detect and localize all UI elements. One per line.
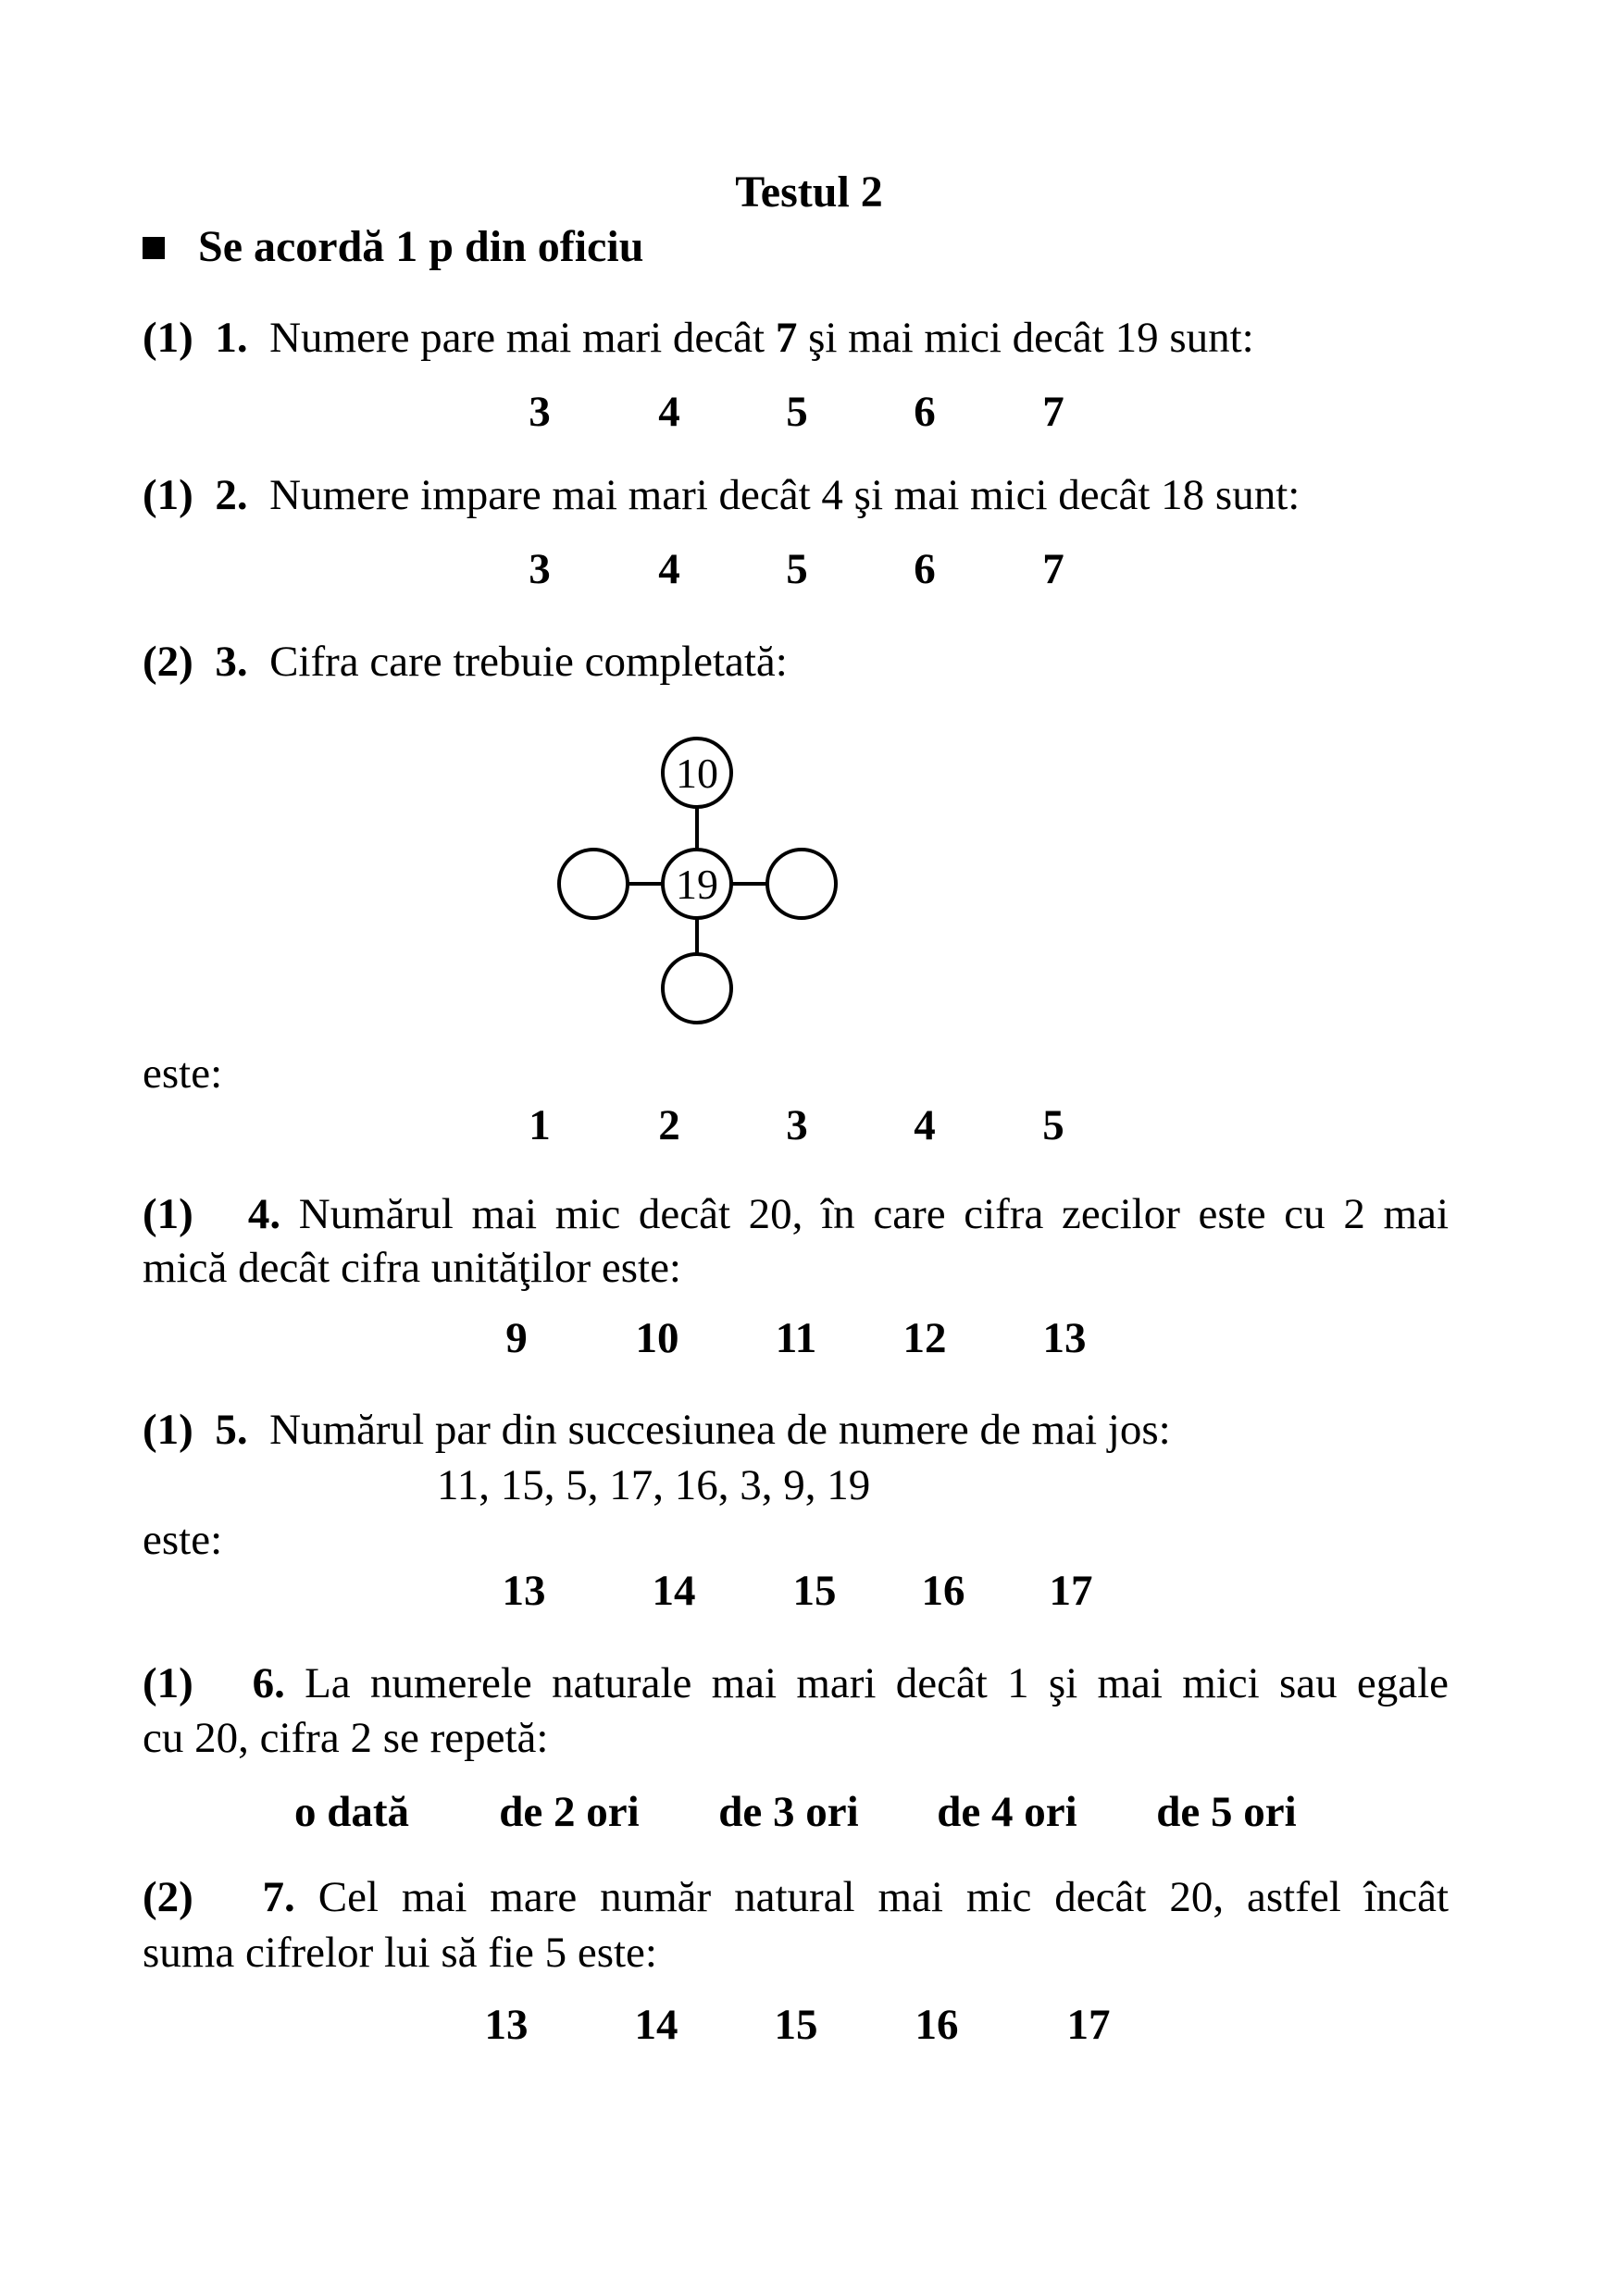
question-number: 7. xyxy=(262,1873,295,1921)
question-text: Numărul mai mic decât 20, în care cifra zecilor este cu 2 mai xyxy=(298,1190,1450,1238)
number-sequence: 11, 15, 5, 17, 16, 3, 9, 19 xyxy=(437,1461,871,1509)
option: 5 xyxy=(1042,1101,1064,1149)
bonus-text: Se acordă 1 p din oficiu xyxy=(198,222,644,271)
points: (1) xyxy=(143,1190,193,1238)
option: 3 xyxy=(529,388,551,436)
question-7-line2: suma cifrelor lui să fie 5 este: xyxy=(143,1929,657,1977)
question-text: La numerele naturale mai mari decât 1 şi mai mici sau egale xyxy=(305,1659,1450,1707)
question-5 xyxy=(143,1404,1171,1456)
option: 15 xyxy=(774,2001,818,2049)
option: 11 xyxy=(775,1314,817,1362)
circle-right xyxy=(767,850,836,918)
option: 17 xyxy=(1066,2001,1111,2049)
question-number: 6. xyxy=(252,1659,285,1707)
option: 4 xyxy=(914,1101,936,1149)
question-number: 3. xyxy=(215,638,248,686)
circle-top xyxy=(663,738,731,807)
question-value: 7 xyxy=(775,314,798,362)
points: (1) xyxy=(143,1659,193,1707)
question-7 xyxy=(143,1871,1449,1923)
option: 10 xyxy=(635,1314,679,1362)
option: 5 xyxy=(786,388,808,436)
points: (1) xyxy=(143,471,193,519)
circle-center-value: 19 xyxy=(676,861,718,908)
option: 14 xyxy=(634,2001,678,2049)
question-3 xyxy=(143,636,788,688)
option: 16 xyxy=(915,2001,959,2049)
option: 15 xyxy=(792,1567,837,1615)
option: 9 xyxy=(505,1314,528,1362)
option: de 5 ori xyxy=(1156,1788,1297,1836)
question-6 xyxy=(143,1657,1449,1709)
question-number: 1. xyxy=(215,314,248,362)
question-text: şi mai mici decât 19 sunt: xyxy=(797,314,1254,362)
question-4-line2: mică decât cifra unităţilor este: xyxy=(143,1244,681,1292)
question-2 xyxy=(143,469,1300,521)
option: o dată xyxy=(293,1788,410,1836)
question-number: 5. xyxy=(215,1406,248,1454)
question-number: 4. xyxy=(247,1190,281,1238)
option: 6 xyxy=(914,545,936,593)
option: de 4 ori xyxy=(937,1788,1077,1836)
circle-left xyxy=(559,850,628,918)
circle-center xyxy=(663,850,731,918)
question-3-after: este: xyxy=(143,1049,223,1098)
circle-top-value: 10 xyxy=(676,750,718,797)
option: 16 xyxy=(921,1567,965,1615)
circle-bottom xyxy=(663,954,731,1023)
option: 7 xyxy=(1042,545,1064,593)
option: 14 xyxy=(652,1567,696,1615)
square-bullet-icon xyxy=(143,237,165,259)
question-6-line2: cu 20, cifra 2 se repetă: xyxy=(143,1714,549,1762)
option: 4 xyxy=(658,545,680,593)
option: de 3 ori xyxy=(718,1788,859,1836)
option: 17 xyxy=(1049,1567,1093,1615)
points: (2) xyxy=(143,1873,193,1921)
question-5-after: este: xyxy=(143,1516,223,1564)
option: 13 xyxy=(484,2001,529,2049)
option: 2 xyxy=(658,1101,680,1149)
option: 12 xyxy=(902,1314,947,1362)
option: 3 xyxy=(529,545,551,593)
question-text: Numere pare mai mari decât xyxy=(269,314,776,362)
option: 1 xyxy=(529,1101,551,1149)
option: 4 xyxy=(658,388,680,436)
question-text: Numere impare mai mari decât 4 şi mai mici decât 18 sunt: xyxy=(269,471,1301,519)
option: 13 xyxy=(1042,1314,1087,1362)
option: 5 xyxy=(786,545,808,593)
question-text: Cel mai mare număr natural mai mic decât 20, astfel încât xyxy=(317,1873,1450,1921)
page-title: Testul 2 xyxy=(735,168,883,217)
option: 6 xyxy=(914,388,936,436)
option: de 2 ori xyxy=(499,1788,640,1836)
option: 3 xyxy=(786,1101,808,1149)
bonus-line xyxy=(143,221,643,273)
question-4 xyxy=(143,1188,1449,1240)
question-1 xyxy=(143,312,1254,364)
question-text: Numărul par din succesiunea de numere de mai jos: xyxy=(269,1406,1171,1454)
question-number: 2. xyxy=(215,471,248,519)
question-text: Cifra care trebuie completată: xyxy=(269,638,788,686)
option: 13 xyxy=(502,1567,546,1615)
points: (1) xyxy=(143,1406,193,1454)
points: (1) xyxy=(143,314,193,362)
option: 7 xyxy=(1042,388,1064,436)
points: (2) xyxy=(143,638,193,686)
